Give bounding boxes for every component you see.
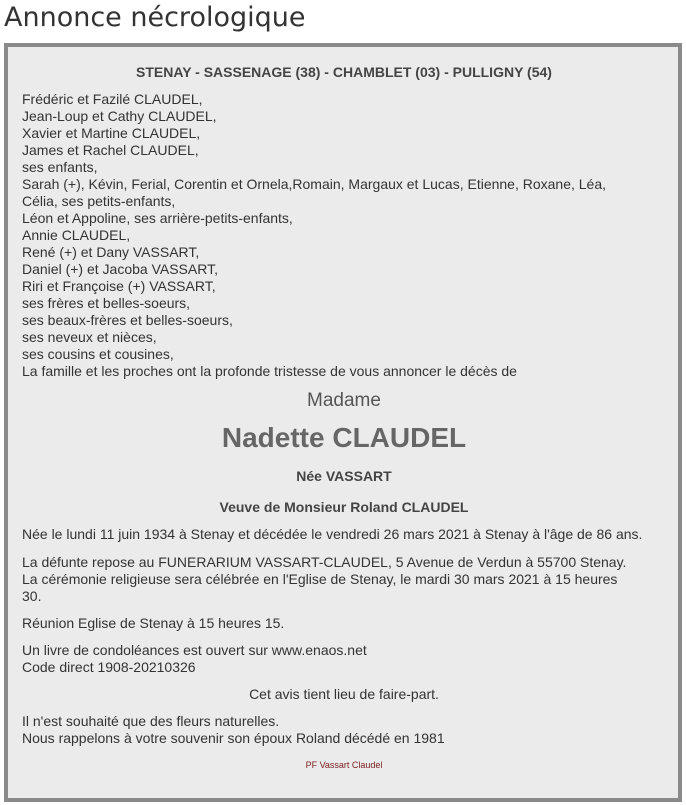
repose-ceremony-info bbox=[22, 554, 666, 605]
flowers-line: Il n'est souhaité que des fleurs naturelles. bbox=[22, 713, 280, 729]
family-line: ses frères et belles-soeurs, bbox=[22, 295, 191, 311]
family-line: ses beaux-frères et belles-soeurs, bbox=[22, 312, 233, 328]
condolence-line: Un livre de condoléances est ouvert sur www.enaos.net bbox=[22, 642, 367, 658]
page-title: Annonce nécrologique bbox=[4, 2, 306, 33]
family-line: La famille et les proches ont la profonde tristesse de vous annoncer le décès de bbox=[22, 363, 517, 379]
family-line: Riri et Françoise (+) VASSART, bbox=[22, 278, 216, 294]
condolence-info bbox=[22, 642, 666, 676]
family-line: ses neveux et nièces, bbox=[22, 329, 157, 345]
family-line: Sarah (+), Kévin, Ferial, Corentin et Ornela,Romain, Margaux et Lucas, Etienne, Roxane, Léa, bbox=[22, 176, 607, 192]
family-line: Jean-Loup et Cathy CLAUDEL, bbox=[22, 108, 217, 124]
family-list bbox=[22, 91, 666, 380]
flowers-line: Nous rappelons à votre souvenir son époux Roland décédé en 1981 bbox=[22, 730, 445, 746]
family-line: Daniel (+) et Jacoba VASSART, bbox=[22, 261, 218, 277]
birth-death-info: Née le lundi 11 juin 1934 à Stenay et décédée le vendredi 26 mars 2021 à Stenay à l'âge de 86 ans. bbox=[22, 526, 643, 542]
deceased-name: Nadette CLAUDEL bbox=[221, 422, 467, 453]
funeral-home-signature: PF Vassart Claudel bbox=[305, 760, 383, 770]
repose-line: La défunte repose au FUNERARIUM VASSART-CLAUDEL, 5 Avenue de Verdun à 55700 Stenay. bbox=[22, 554, 627, 570]
family-line: James et Rachel CLAUDEL, bbox=[22, 142, 199, 158]
deceased-title: Madame bbox=[307, 390, 381, 411]
family-line: René (+) et Dany VASSART, bbox=[22, 244, 200, 260]
notice-content bbox=[22, 47, 666, 771]
condolence-line: Code direct 1908-20210326 bbox=[22, 659, 196, 675]
family-line: Léon et Appoline, ses arrière-petits-enfants, bbox=[22, 210, 293, 226]
flowers-note bbox=[22, 713, 666, 747]
obituary-notice bbox=[4, 43, 682, 802]
family-line: Xavier et Martine CLAUDEL, bbox=[22, 125, 201, 141]
widow-of: Veuve de Monsieur Roland CLAUDEL bbox=[219, 499, 469, 515]
locations-header: STENAY - SASSENAGE (38) - CHAMBLET (03) - PULLIGNY (54) bbox=[136, 64, 552, 80]
family-line: Annie CLAUDEL, bbox=[22, 227, 131, 243]
repose-line: 30. bbox=[22, 588, 42, 604]
reunion-info: Réunion Eglise de Stenay à 15 heures 15. bbox=[22, 615, 285, 631]
repose-line: La cérémonie religieuse sera célébrée en l'Eglise de Stenay, le mardi 30 mars 2021 à 15 heures bbox=[22, 571, 618, 587]
family-line: ses enfants, bbox=[22, 159, 98, 175]
family-line: Célia, ses petits-enfants, bbox=[22, 193, 176, 209]
family-line: ses cousins et cousines, bbox=[22, 346, 174, 362]
faire-part-note: Cet avis tient lieu de faire-part. bbox=[249, 686, 439, 702]
maiden-name: Née VASSART bbox=[296, 468, 392, 484]
family-line: Frédéric et Fazilé CLAUDEL, bbox=[22, 91, 203, 107]
